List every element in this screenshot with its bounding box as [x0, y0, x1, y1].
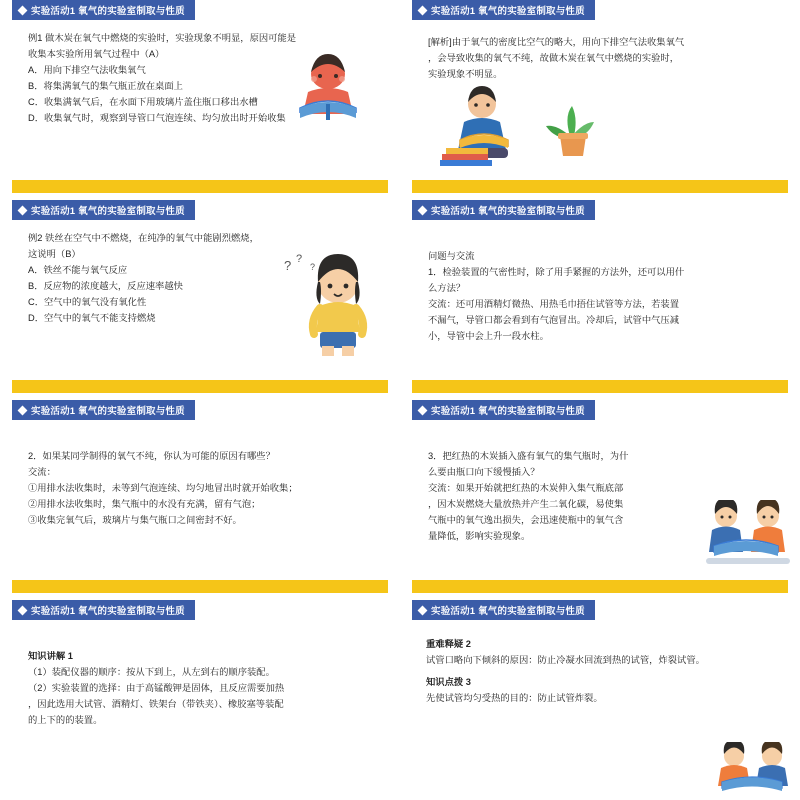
slide-1-footer-bar	[12, 180, 388, 193]
text-line: 3．把红热的木炭插入盛有氧气的集气瓶时，为什	[428, 451, 629, 461]
text-line: 1．检验装置的气密性时，除了用手紧握的方法外，还可以用什	[428, 267, 685, 277]
slide-5-header	[12, 400, 195, 420]
slide-2-header	[412, 0, 595, 20]
text-line: C．收集满氧气后，在水面下用玻璃片盖住瓶口移出水槽	[28, 97, 258, 107]
diamond-icon	[418, 405, 428, 415]
text-line: ，因木炭燃烧大量放热并产生二氧化碳，易使集	[428, 499, 624, 509]
diamond-icon	[18, 5, 28, 15]
text-line: B．反应物的浓度越大，反应速率越快	[28, 281, 183, 291]
slide-7-header-text: 实验活动1 氧气的实验室制取与性质	[31, 606, 185, 617]
diamond-icon	[18, 405, 28, 415]
text-line: 试管口略向下倾斜的原因：防止冷凝水回流到热的试管，炸裂试管。	[426, 655, 705, 665]
slide-8	[400, 600, 800, 800]
text-line: 交流：如果开始就把红热的木炭伸入集气瓶底部	[428, 483, 624, 493]
diamond-icon	[18, 605, 28, 615]
text-line: 么方法？	[428, 283, 466, 293]
slide-4-footer-bar	[412, 380, 788, 393]
text-line: D．空气中的氧气不能支持燃烧	[28, 313, 156, 323]
text-line: ③收集完氧气后，玻璃片与集气瓶口之间密封不好。	[28, 515, 242, 525]
text-line: 先使试管均匀受热的目的：防止试管炸裂。	[426, 693, 603, 703]
text-line: D．收集氧气时，观察到导管口气泡连续、均匀放出时开始收集	[28, 113, 286, 123]
text-line: 例1 做木炭在氧气中燃烧的实验时，实验现象不明显，原因可能是	[28, 33, 297, 43]
confused-girl-icon	[276, 248, 386, 358]
text-line: A．用向下排空气法收集氧气	[28, 65, 146, 75]
slide-2-footer-bar	[412, 180, 788, 193]
text-line: 问题与交流	[428, 251, 475, 261]
slide-6-header-text: 实验活动1 氧气的实验室制取与性质	[431, 406, 585, 417]
diamond-icon	[18, 205, 28, 215]
text-line: 这说明（B）	[28, 249, 81, 259]
slide-1-header	[12, 0, 195, 20]
slide-3-header-text: 实验活动1 氧气的实验室制取与性质	[31, 206, 185, 217]
slide-4	[400, 200, 800, 400]
kids-reading-small-icon	[710, 742, 796, 800]
slide-6-footer-bar	[412, 580, 788, 593]
text-line: 例2 铁丝在空气中不燃烧，在纯净的氧气中能剧烈燃烧，	[28, 233, 259, 243]
slide-5	[0, 400, 400, 600]
text-line: ①用排水法收集时，未等到气泡连续、均匀地冒出时就开始收集；	[28, 483, 298, 493]
diamond-icon	[418, 5, 428, 15]
two-kids-reading-icon	[700, 500, 796, 570]
slide-4-header-text: 实验活动1 氧气的实验室制取与性质	[431, 206, 585, 217]
text-line: 收集本实验所用氧气过程中（A）	[28, 49, 165, 59]
text-line: 小，导管中会上升一段水柱。	[428, 331, 549, 341]
text-line: （1）装配仪器的顺序：按从下到上，从左到右的顺序装配。	[28, 667, 275, 677]
girl-reading-book-icon	[278, 46, 378, 124]
text-line: （2）实验装置的选择：由于高锰酸钾是固体，且反应需要加热	[28, 683, 285, 693]
section-title: 知识讲解 1	[28, 651, 73, 661]
slide-4-body	[428, 248, 786, 374]
svg-text:?: ?	[284, 258, 292, 273]
slide-1	[0, 0, 400, 200]
slide-2	[400, 0, 800, 200]
slide-7	[0, 600, 400, 800]
slide-7-header	[12, 600, 195, 620]
slide-8-header	[412, 600, 595, 620]
text-line: 气瓶中的氧气逸出损失，会迅速使瓶中的氧气含	[428, 515, 624, 525]
text-line: ②用排水法收集时，集气瓶中的水没有充满，留有气泡；	[28, 499, 261, 509]
text-line: 交流：	[28, 467, 56, 477]
text-line: ，会导致收集的氧气不纯，故做木炭在氧气中燃烧的实验时，	[428, 53, 680, 63]
slide-5-footer-bar	[12, 580, 388, 593]
text-line: 量降低，影响实验现象。	[428, 531, 531, 541]
text-line: ，因此选用大试管、酒精灯、铁架台（带铁夹）、橡胶塞等装配	[28, 699, 284, 709]
diamond-icon	[418, 205, 428, 215]
text-line: 实验现象不明显。	[428, 69, 503, 79]
boy-reading-with-plant-icon	[420, 78, 610, 170]
text-line: B．将集满氧气的集气瓶正放在桌面上	[28, 81, 183, 91]
svg-text:?: ?	[296, 253, 303, 265]
slide-3	[0, 200, 400, 400]
text-line: 的上下的的装置。	[28, 715, 103, 725]
slide-3-header	[12, 200, 195, 220]
section-title: 知识点拨 3	[426, 677, 471, 687]
text-line: [解析]由于氧气的密度比空气的略大，用向下排空气法收集氧气	[428, 37, 685, 47]
slide-8-header-text: 实验活动1 氧气的实验室制取与性质	[431, 606, 585, 617]
text-line: A．铁丝不能与氧气反应	[28, 265, 128, 275]
slide-1-header-text: 实验活动1 氧气的实验室制取与性质	[31, 6, 185, 17]
slide-5-header-text: 实验活动1 氧气的实验室制取与性质	[31, 406, 185, 417]
svg-text:?: ?	[310, 262, 316, 272]
slide-6	[400, 400, 800, 600]
slide-5-body	[28, 448, 386, 574]
diamond-icon	[418, 605, 428, 615]
slide-7-body	[28, 648, 386, 774]
slide-6-header	[412, 400, 595, 420]
text-line: 么要由瓶口向下缓慢插入？	[428, 467, 540, 477]
slide-2-header-text: 实验活动1 氧气的实验室制取与性质	[431, 6, 585, 17]
text-line: 交流：还可用酒精灯微热、用热毛巾捂住试管等方法，若装置	[428, 299, 680, 309]
slide-6-body	[428, 448, 708, 574]
text-line: C．空气中的氧气没有氧化性	[28, 297, 147, 307]
text-line: 不漏气，导管口都会看到有气泡冒出。冷却后，试管中气压减	[428, 315, 680, 325]
slide-3-footer-bar	[12, 380, 388, 393]
slide-4-header	[412, 200, 595, 220]
text-line: 2．如果某同学制得的氧气不纯，你认为可能的原因有哪些？	[28, 451, 275, 461]
section-title: 重难释疑 2	[426, 639, 471, 649]
